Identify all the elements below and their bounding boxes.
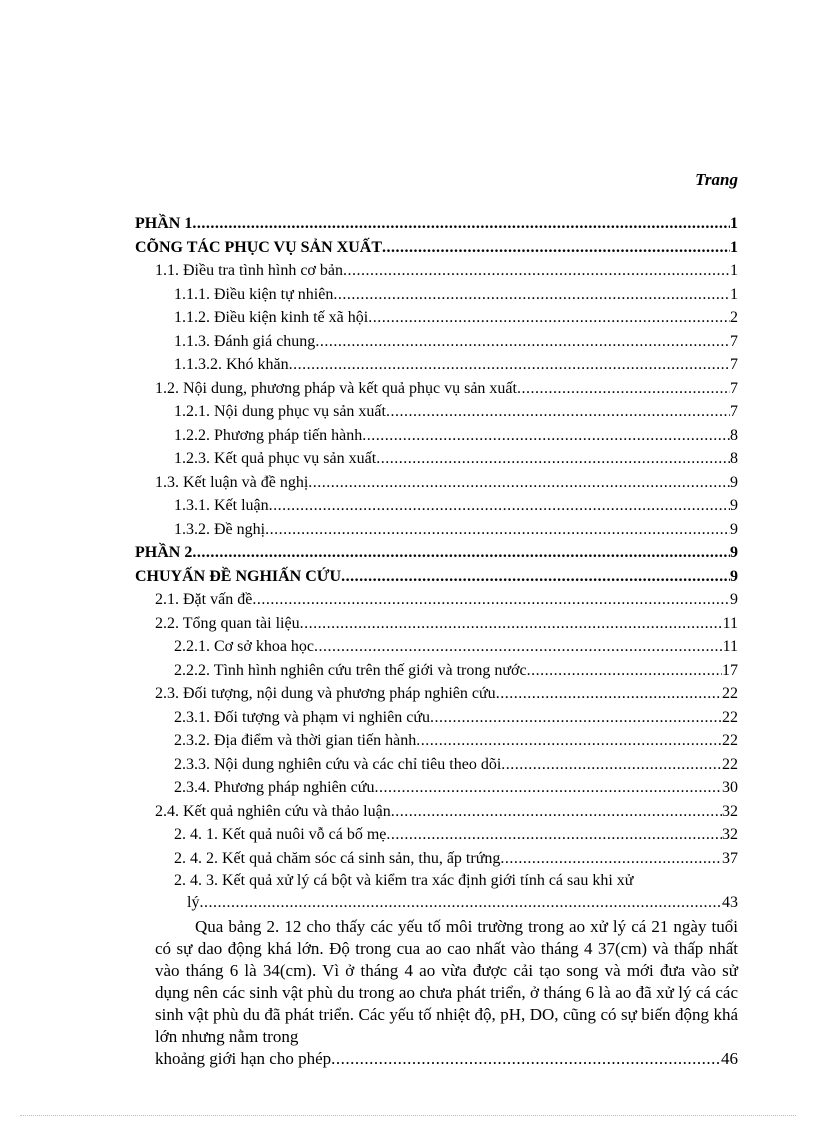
dot-leader	[376, 447, 730, 471]
toc-entry-title: 2.2.2. Tình hình nghiên cứu trên thế giới và trong nước	[174, 661, 527, 679]
toc-entry-title: 2.3.2. Địa điểm và thời gian tiến hành	[174, 732, 417, 749]
dot-leader	[265, 518, 730, 542]
toc-entry-title: CÕNG TÁC PHỤC VỤ SẢN XUẤT	[135, 238, 382, 256]
toc-entry-title: 2.3.1. Đối tượng và phạm vi nghiên cứu	[174, 708, 430, 726]
toc-entry-title: 2. 4. 2. Kết quả chăm sóc cá sinh sản, thu, ấp trứng	[174, 849, 501, 867]
dot-leader	[314, 635, 723, 659]
toc-entry-title: 2. 4. 1. Kết quả nuôi vỗ cá bố mẹ	[174, 826, 387, 843]
toc-entry-page: 22	[722, 732, 738, 749]
toc-entry-page: 11	[722, 614, 738, 632]
toc-entry[interactable]	[135, 635, 738, 659]
toc-entry-title: 2. 4. 3. Kết quả xử lý cá bột và kiểm tra xác định giới tính cá sau khi xử	[174, 872, 634, 889]
toc-entry-title: 2.4. Kết quả nghiên cứu và thảo luận	[155, 802, 391, 820]
dot-leader	[527, 659, 722, 683]
body-paragraph: Qua bảng 2. 12 cho thấy các yếu tố môi trường trong ao xử lý cá 21 ngày tuổi có sự dao động khá lớn. Độ trong cua ao cao nhất vào tháng 4 37(cm) và thấp nhất vào tháng 6 là 34(cm). Vì ở tháng 4 ao vừa được cải tạo song và mới đưa vào sử dụng nên các sinh vật phù du trong ao chưa phát triển, ở tháng 6 là ao đã xử lý cá các sinh vật phù du đã phát triển. Các yếu tố nhiệt độ, pH, DO, cũng có sự biến động khá lớn nhưng nằm trong	[155, 917, 738, 1046]
toc-entry-title: 1.1.2. Điều kiện kinh tế xã hội	[174, 309, 369, 326]
dot-leader	[391, 800, 722, 824]
toc-entry[interactable]	[135, 588, 738, 612]
toc-entry-title: 1.3.1. Kết luận	[174, 497, 269, 514]
dot-leader	[386, 823, 722, 847]
toc-entry[interactable]	[135, 306, 738, 330]
toc-entry-page: 22	[722, 708, 738, 726]
toc-entry[interactable]	[135, 800, 738, 824]
paragraph-last-text: khoảng giới hạn cho phép	[155, 1049, 332, 1068]
toc-entry-title: 1.1.3.2. Khó khăn	[174, 356, 289, 373]
toc-entry-title: CHUYẤN ĐỀ NGHIẤN CỨU	[135, 567, 342, 585]
toc-entry[interactable]	[135, 518, 738, 542]
toc-entry[interactable]	[135, 847, 738, 871]
toc-entry[interactable]	[135, 729, 738, 753]
toc-entry-title: PHẦN 2	[135, 544, 193, 561]
toc-entry-title: 2.2.1. Cơ sở khoa học	[174, 638, 315, 655]
toc-entry-page: 30	[722, 779, 738, 796]
toc-entry[interactable]	[135, 377, 738, 401]
toc-entry-title: 1.3. Kết luận và đề nghị	[155, 473, 309, 491]
dot-leader	[517, 377, 730, 401]
toc-entry-page: 8	[730, 450, 738, 467]
toc-entry[interactable]	[135, 612, 738, 636]
dot-leader	[289, 353, 730, 377]
toc-entry-page: 22	[722, 755, 738, 773]
toc-entry-page: 37	[722, 849, 738, 867]
toc-entry[interactable]	[135, 283, 738, 307]
toc-entry[interactable]	[135, 353, 738, 377]
toc-entry-page: 9	[730, 544, 738, 561]
toc-entry-page: 11	[722, 638, 738, 655]
toc-entry-page: 9	[730, 591, 738, 608]
toc-entry-title: PHẦN 1	[135, 215, 193, 232]
toc-entry-title: 1.2. Nội dung, phương pháp và kết quả phục vụ sản xuất	[155, 379, 517, 397]
toc-entry-page: 2	[730, 309, 738, 326]
toc-entry-wrapped[interactable]	[135, 870, 738, 914]
toc-entry[interactable]	[135, 330, 738, 354]
dot-leader	[308, 471, 730, 495]
toc-entry-page: 7	[730, 379, 738, 397]
toc-entry-page: 7	[730, 332, 738, 350]
toc-entry[interactable]	[135, 212, 738, 236]
toc-entry-title: 1.1.1. Điều kiện tự nhiên	[174, 285, 334, 303]
toc-entry[interactable]	[135, 259, 738, 283]
dot-leader	[300, 612, 723, 636]
toc-entry-page: 9	[730, 567, 738, 585]
toc-entry[interactable]	[135, 541, 738, 565]
toc-entry[interactable]	[135, 706, 738, 730]
dot-leader	[500, 847, 722, 871]
toc-entry-page: 1	[730, 215, 738, 232]
dot-leader	[269, 494, 730, 518]
table-of-contents	[135, 212, 738, 1070]
dot-leader	[192, 212, 730, 236]
toc-entry[interactable]	[135, 471, 738, 495]
toc-entry-title: 1.1. Điều tra tình hình cơ bản	[155, 262, 343, 279]
toc-entry-title-cont: lý	[187, 894, 200, 911]
dot-leader	[416, 729, 722, 753]
toc-entry-page: 43	[722, 894, 738, 911]
dot-leader	[315, 330, 730, 354]
toc-entry-page: 7	[730, 403, 738, 420]
toc-entry-page: 1	[730, 238, 738, 256]
toc-entry-page: 22	[722, 685, 738, 702]
body-paragraph-last-line	[135, 1048, 738, 1070]
toc-entry[interactable]	[135, 400, 738, 424]
toc-entry[interactable]	[135, 424, 738, 448]
toc-entry-page: 17	[722, 661, 738, 679]
toc-entry-page: 7	[730, 356, 738, 373]
dot-leader	[362, 424, 730, 448]
toc-entry[interactable]	[135, 447, 738, 471]
dot-leader	[331, 1048, 721, 1070]
toc-entry-title: 2.3. Đối tượng, nội dung và phương pháp nghiên cứu	[155, 685, 496, 702]
paragraph-page: 46	[721, 1049, 738, 1068]
toc-entry-page: 9	[730, 520, 738, 538]
toc-entry-line-1	[135, 870, 738, 892]
toc-entry[interactable]	[135, 682, 738, 706]
toc-entry-page: 1	[730, 285, 738, 303]
dot-leader	[333, 283, 730, 307]
dot-leader	[382, 236, 730, 260]
dot-leader	[501, 753, 722, 777]
toc-entry-title: 1.2.2. Phương pháp tiến hành	[174, 426, 363, 444]
dot-leader	[386, 400, 730, 424]
toc-entry-page: 9	[730, 497, 738, 514]
toc-entry[interactable]	[135, 565, 738, 589]
page-footer-divider	[20, 1115, 796, 1116]
dot-leader	[374, 776, 722, 800]
toc-entry-title: 2.2. Tổng quan tài liệu	[155, 614, 300, 632]
toc-entry-title: 1.3.2. Đề nghị	[174, 520, 266, 538]
page-column-heading: Trang	[695, 170, 738, 189]
dot-leader	[199, 892, 722, 914]
dot-leader	[368, 306, 730, 330]
toc-entry-page: 9	[730, 473, 738, 491]
toc-entry[interactable]	[135, 823, 738, 847]
toc-entry-title: 2.3.4. Phương pháp nghiên cứu	[174, 779, 375, 796]
toc-entry[interactable]	[135, 659, 738, 683]
dot-leader	[343, 259, 730, 283]
dot-leader	[341, 565, 730, 589]
toc-entry-title: 1.1.3. Đánh giá chung	[174, 332, 316, 350]
toc-entry-page: 8	[730, 426, 738, 444]
toc-rows	[135, 212, 738, 870]
toc-entry-line-2	[135, 892, 738, 914]
toc-entry-page: 32	[722, 826, 738, 843]
toc-entry-page: 32	[722, 802, 738, 820]
dot-leader	[192, 541, 730, 565]
toc-entry-title: 2.1. Đặt vấn đề	[155, 591, 253, 608]
toc-entry-page: 1	[730, 262, 738, 279]
toc-entry-title: 1.2.3. Kết quả phục vụ sản xuất	[174, 450, 377, 467]
dot-leader	[430, 706, 722, 730]
toc-entry[interactable]	[135, 776, 738, 800]
toc-entry-title: 2.3.3. Nội dung nghiên cứu và các chỉ tiêu theo dõi	[174, 755, 502, 773]
dot-leader	[496, 682, 722, 706]
toc-entry[interactable]	[135, 494, 738, 518]
toc-entry[interactable]	[135, 236, 738, 260]
toc-entry[interactable]	[135, 753, 738, 777]
toc-entry-title: 1.2.1. Nội dung phục vụ sản xuất	[174, 403, 386, 420]
dot-leader	[252, 588, 730, 612]
